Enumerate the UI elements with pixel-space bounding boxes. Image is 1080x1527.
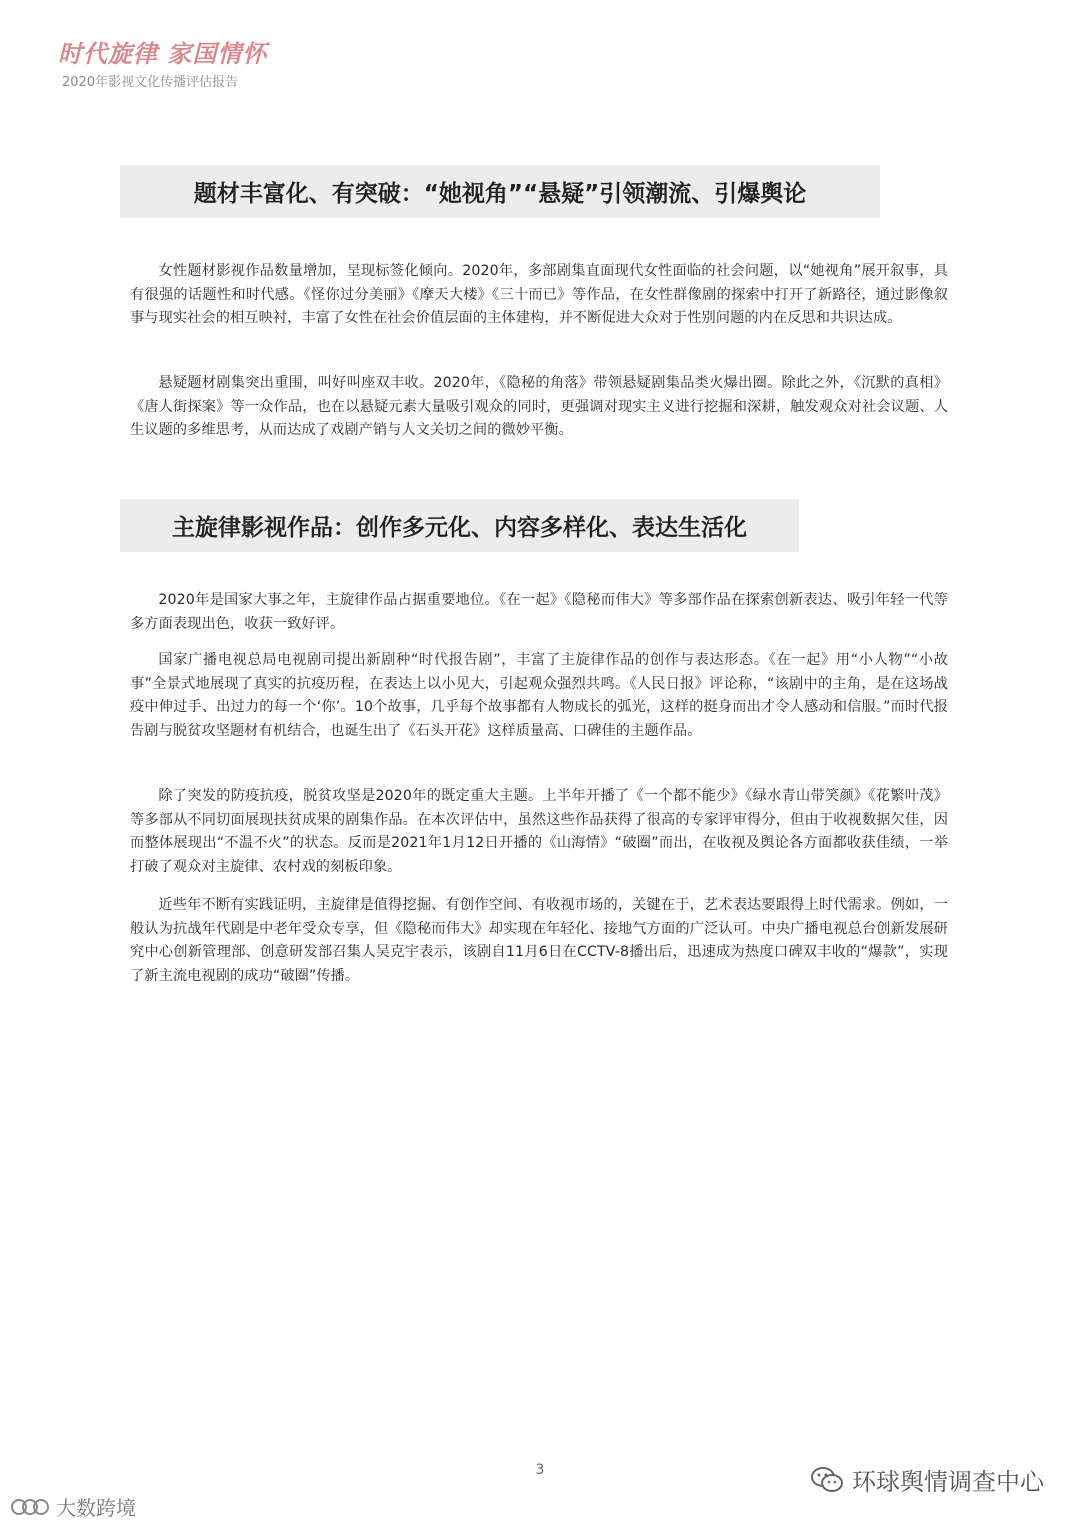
paragraph: 国家广播电视总局电视剧司提出新剧种“时代报告剧”，丰富了主旋律作品的创作与表达形态。《在一起》用“小人物”“小故事”全景式地展现了真实的抗疫历程，在表达上以小见大，引起观众强烈共鸣。《人民日报》评论称，“该剧中的主角，是在这场战疫中伸过手、出过力的每一个‘你’。10个故事，几乎每个故事都有人物成长的弧光，这样的挺身而出才令人感动和信服。”而时代报告剧与脱贫攻坚题材有机结合，也诞生出了《石头开花》这样质量高、口碑佳的主题作品。 xyxy=(130,652,948,739)
watermark-left-text: 大数跨境 xyxy=(56,1496,136,1520)
page-number: 3 xyxy=(535,1462,545,1478)
section-heading-bar xyxy=(120,165,880,218)
watermark-right xyxy=(810,1462,1044,1497)
paragraph: 女性题材影视作品数量增加，呈现标签化倾向。2020年，多部剧集直面现代女性面临的社会问题，以“她视角”展开叙事，具有很强的话题性和时代感。《怪你过分美丽》《摩天大楼》《三十而已》等作品，在女性群像剧的探索中打开了新路径，通过影像叙事与现实社会的相互映衬，丰富了女性在社会价值层面的主体建构，并不断促进大众对于性别问题的内在反思和共识达成。 xyxy=(130,263,948,326)
watermark-right-text: 环球舆情调查中心 xyxy=(852,1468,1044,1496)
report-subtitle: 2020年影视文化传播评估报告 xyxy=(62,75,239,90)
section-title: 主旋律影视作品：创作多元化、内容多样化、表达生活化 xyxy=(172,515,747,541)
paragraph: 2020年是国家大事之年，主旋律作品占据重要地位。《在一起》《隐秘而伟大》等多部作品在探索创新表达、吸引年轻一代等多方面表现出色，收获一致好评。 xyxy=(130,592,948,632)
brand-logo-icon xyxy=(10,1495,50,1519)
header-logo: 时代旋律 家国情怀 xyxy=(58,39,268,68)
paragraph: 除了突发的防疫抗疫，脱贫攻坚是2020年的既定重大主题。上半年开播了《一个都不能少》《绿水青山带笑颜》《花繁叶茂》等多部从不同切面展现扶贫成果的剧集作品。在本次评估中，虽然这些作品获得了很高的专家评审得分，但由于收视数据欠佳，因而整体展现出“不温不火”的状态。反而是2021年1月12日开播的《山海情》“破圈”而出，在收视及舆论各方面都收获佳绩，一举打破了观众对主旋律、农村戏的刻板印象。 xyxy=(130,788,948,875)
section-title: 题材丰富化、有突破：“她视角”“悬疑”引领潮流、引爆舆论 xyxy=(193,181,807,207)
paragraph: 悬疑题材剧集突出重围，叫好叫座双丰收。2020年，《隐秘的角落》带领悬疑剧集品类火爆出圈。除此之外，《沉默的真相》《唐人街探案》等一众作品，也在以悬疑元素大量吸引观众的同时，更强调对现实主义进行挖掘和深耕，触发观众对社会议题、人生议题的多维思考，从而达成了戏剧产销与人文关切之间的微妙平衡。 xyxy=(130,375,948,438)
paragraph: 近些年不断有实践证明，主旋律是值得挖掘、有创作空间、有收视市场的，关键在于，艺术表达要跟得上时代需求。例如，一般认为抗战年代剧是中老年受众专享，但《隐秘而伟大》却实现在年轻化、接地气方面的广泛认可。中央广播电视总台创新发展研究中心创新管理部、创意研发部召集人吴克宇表示，该剧自11月6日在CCTV-8播出后，迅速成为热度口碑双丰收的“爆款”，实现了新主流电视剧的成功“破圈”传播。 xyxy=(130,897,948,984)
wechat-icon xyxy=(810,1465,844,1495)
watermark-left xyxy=(10,1492,136,1521)
section-heading-bar xyxy=(120,499,799,552)
